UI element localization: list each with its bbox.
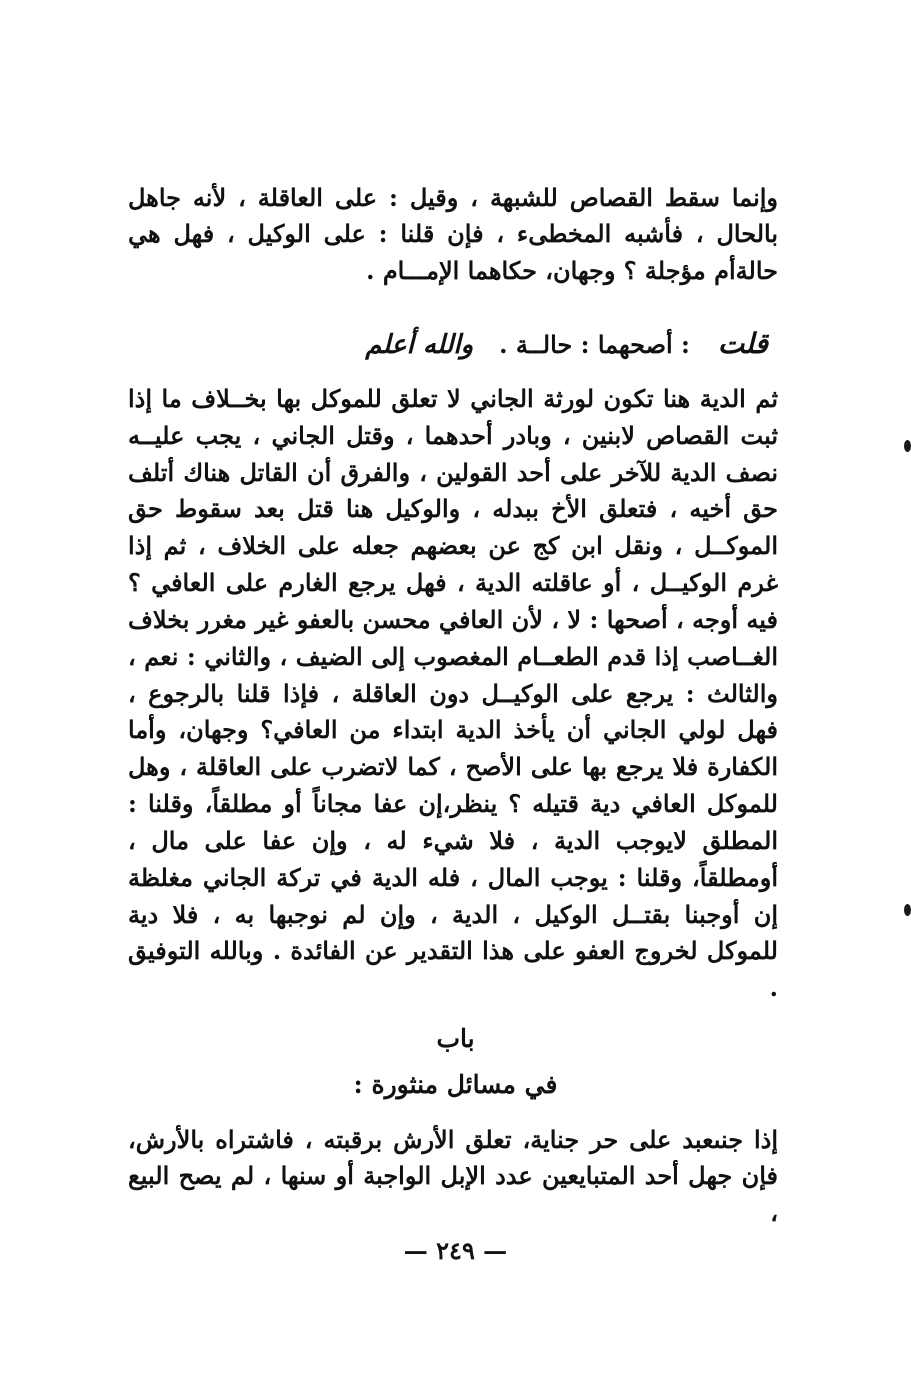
qult-closing: والله أعلم [365, 330, 474, 360]
margin-mark [904, 440, 911, 452]
qult-label: قلت [717, 327, 768, 360]
paragraph: إذا جنىعبد على حر جناية، تعلق الأرش برقبته ، فاشتراه بالأرش، فإن جهل أحد المتبايعين عدد الإبل الواجبة أو سنها ، لم يصح البيع ، [128, 1125, 778, 1227]
qult-text: : أصحهما : حالــة . [499, 330, 690, 359]
paragraph: ثم الدية هنا تكون لورثة الجاني لا تعلق للموكل بها بخــلاف ما إذا ثبت القصاص لابنين ، وبادر أحدهما ، وقتل الجاني ، يجب عليــه نصف الدية للآخر على أحد القولين ، والفرق أن القاتل هناك أتلف حق أخيه ، فتعلق الأخ ببدله ، والوكيل هنا قتل بعد سقوط حق الموكــل ، ونقل ابن كج عن بعضهم جعله على الخلاف ، ثم إذا غرم الوكيــل ، أو عاقلته الدية ، فهل يرجع الغارم على العافي ؟ فيه أوجه ، أصحها : لا ، لأن العافي محسن بالعفو غير مغرر بخلاف الغــاصب إذا قدم الطعــام المغصوب إلى الضيف ، والثاني : نعم ، والثالث : يرجع على الوكيــل دون العاقلة ، فإذا قلنا بالرجوع ، فهل لولي الجاني أن يأخذ الدية ابتداء من العافي؟ وجهان، وأما الكفارة فلا يرجع بها على الأصح ، كما لاتضرب على العاقلة ، وهل للموكل العافي دية قتيله ؟ ينظر،إن عفا مجاناً أو مطلقاً، وقلنا : المطلق لايوجب الدية ، فلا شيء له ، وإن عفا على مال ، أومطلقاً، وقلنا : يوجب المال ، فله الدية في تركة الجاني مغلظة إن أوجبنا بقتــل الوكيل ، الدية ، وإن لم نوجبها به ، فلا دية للموكل لخروج العفو على هذا التقدير عن الفائدة . وبالله التوفيق . [128, 384, 778, 1003]
page-number: — ٢٤٩ — [403, 1236, 508, 1265]
qult-line [128, 318, 778, 371]
section-heading: باب [436, 1024, 475, 1053]
paragraph: وإنما سقط القصاص للشبهة ، وقيل : على العاقلة ، لأنه جاهل بالحال ، فأشبه المخطىء ، فإن قلنا : على الوكيل ، فهل هي حالةأم مؤجلة ؟ وجهان، حكاهما الإمـــام . [128, 183, 778, 285]
margin-mark [904, 904, 911, 916]
section-subheading: في مسائل منثورة : [353, 1070, 558, 1099]
